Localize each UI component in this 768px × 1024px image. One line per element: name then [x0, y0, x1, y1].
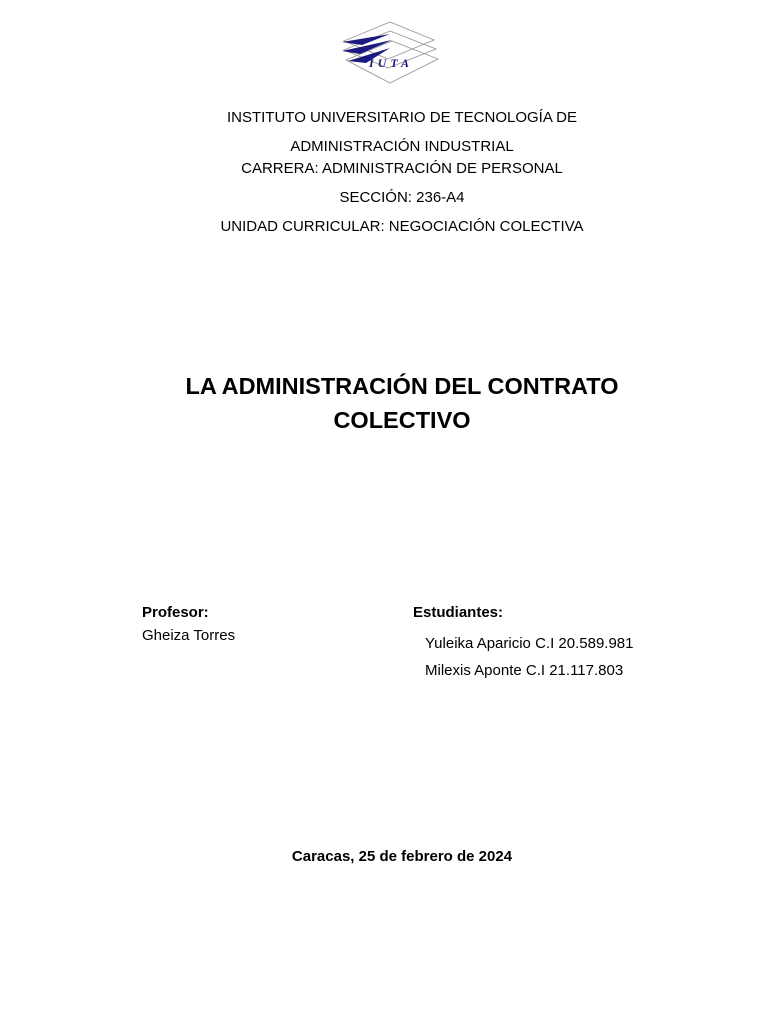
- career-line: CARRERA: ADMINISTRACIÓN DE PERSONAL: [241, 160, 563, 177]
- professor-name: Gheiza Torres: [142, 627, 236, 644]
- document-title-line-2: COLECTIVO: [333, 407, 471, 433]
- student-entry: Yuleika Aparicio C.I 20.589.981: [425, 635, 634, 652]
- institution-name-line-2: ADMINISTRACIÓN INDUSTRIAL: [290, 138, 514, 155]
- student-entry: Milexis Aponte C.I 21.117.803: [425, 662, 624, 679]
- logo-text: IUTA: [368, 56, 414, 70]
- place-and-date: Caracas, 25 de febrero de 2024: [291, 848, 513, 865]
- course-unit-line: UNIDAD CURRICULAR: NEGOCIACIÓN COLECTIVA: [220, 218, 584, 235]
- iuta-logo: [340, 20, 440, 86]
- institution-name-line-1: INSTITUTO UNIVERSITARIO DE TECNOLOGÍA DE: [226, 109, 578, 126]
- students-label: Estudiantes:: [413, 604, 504, 621]
- section-line: SECCIÓN: 236-A4: [339, 189, 465, 206]
- document-title-line-1: LA ADMINISTRACIÓN DEL CONTRATO: [185, 373, 619, 399]
- professor-label: Profesor:: [142, 604, 209, 621]
